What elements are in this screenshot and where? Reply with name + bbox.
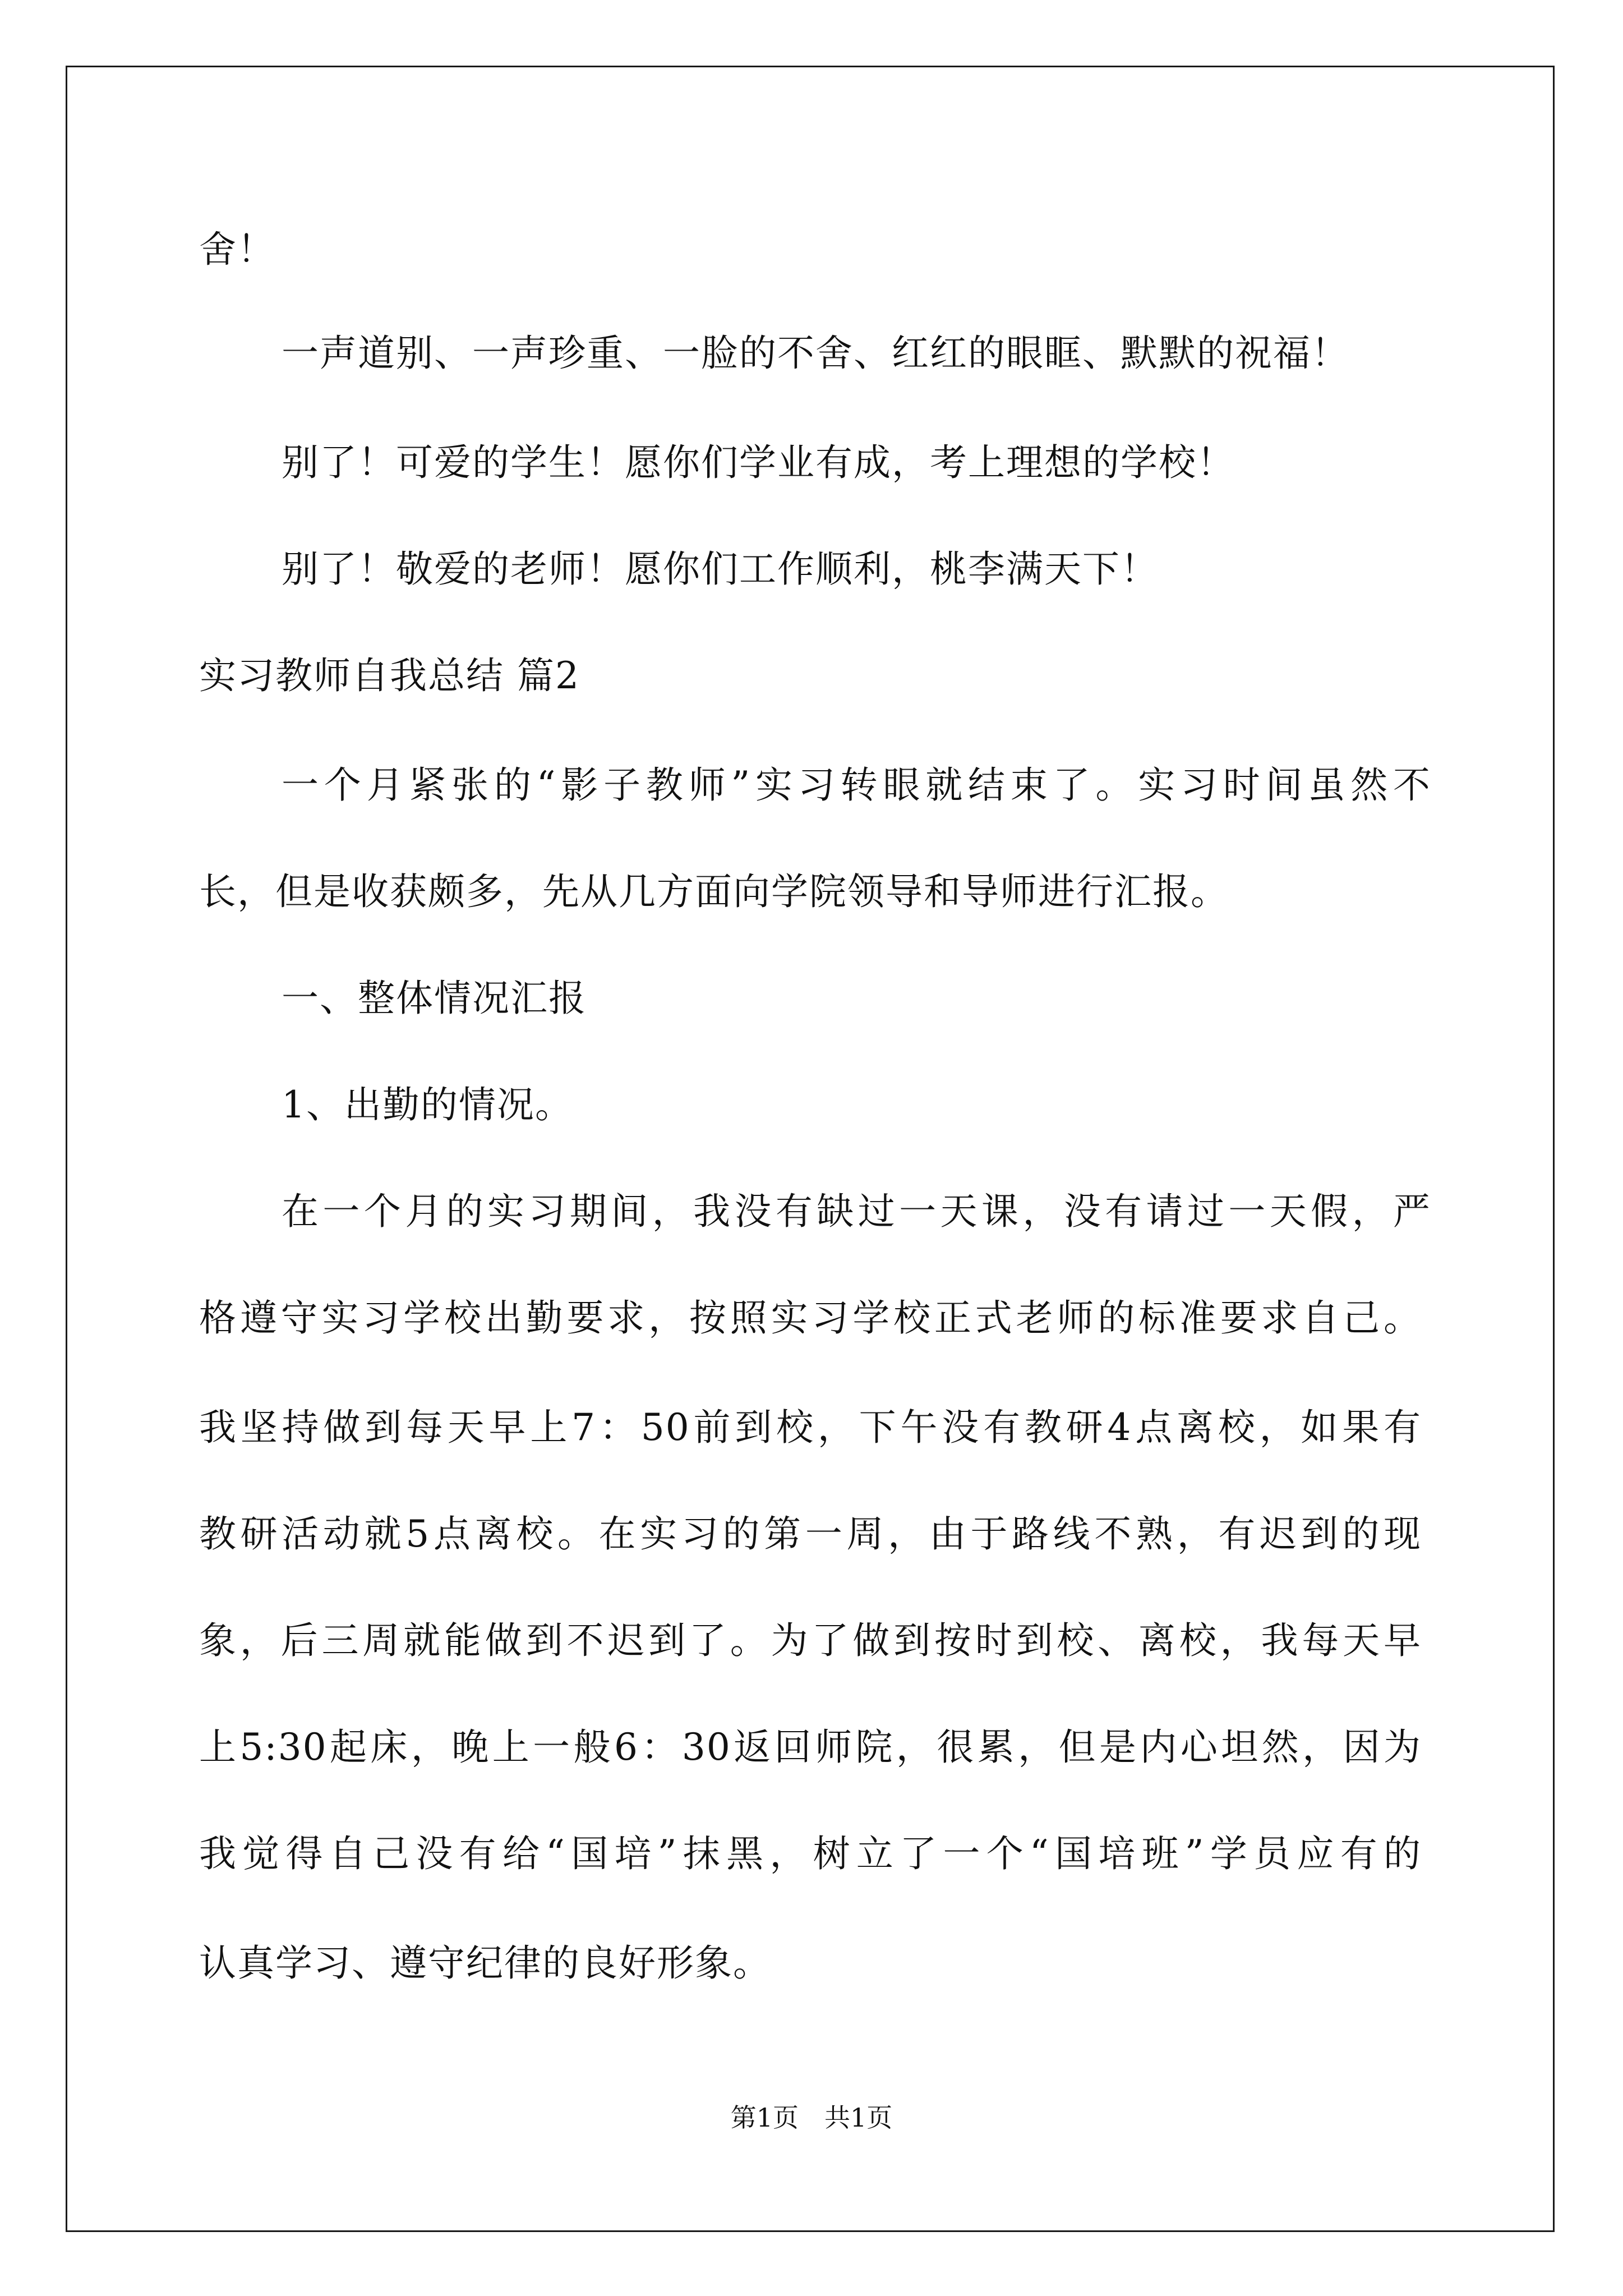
text-line: 别了！敬爱的老师！愿你们工作顺利，桃李满天下！ bbox=[282, 547, 1159, 591]
text-line: 长，但是收获颇多，先从几方面向学院领导和导师进行汇报。 bbox=[199, 870, 1229, 913]
text-line: 教研活动就5点离校。在实习的第一周，由于路线不熟，有迟到的现 bbox=[199, 1512, 1422, 1556]
text-line: 在一个月的实习期间，我没有缺过一天课，没有请过一天假，严 bbox=[282, 1190, 1431, 1233]
text-line: 我觉得自己没有给“国培”抹黑，树立了一个“国培班”学员应有的 bbox=[199, 1832, 1422, 1875]
text-line: 别了！可爱的学生！愿你们学业有成，考上理想的学校！ bbox=[282, 441, 1235, 484]
text-line: 格遵守实习学校出勤要求，按照实习学校正式老师的标准要求自己。 bbox=[199, 1296, 1422, 1340]
subheading: 一、整体情况汇报 bbox=[282, 977, 587, 1020]
text-line: 认真学习、遵守纪律的良好形象。 bbox=[199, 1941, 771, 1985]
page-border bbox=[66, 66, 1555, 2232]
section-heading: 实习教师自我总结 篇2 bbox=[199, 654, 580, 697]
text-line: 上5:30起床，晚上一般6：30返回师院，很累，但是内心坦然，因为 bbox=[199, 1726, 1422, 1769]
page-footer: 第1页 共1页 bbox=[730, 2102, 893, 2133]
text-line: 舍！ bbox=[199, 228, 275, 271]
text-line: 象，后三周就能做到不迟到了。为了做到按时到校、离校，我每天早 bbox=[199, 1619, 1422, 1662]
text-line: 我坚持做到每天早上7：50前到校，下午没有教研4点离校，如果有 bbox=[199, 1406, 1422, 1449]
subheading: 1、出勤的情况。 bbox=[282, 1083, 573, 1126]
text-line: 一声道别、一声珍重、一脸的不舍、红红的眼眶、默默的祝福！ bbox=[282, 332, 1349, 375]
text-line: 一个月紧张的“影子教师”实习转眼就结束了。实习时间虽然不 bbox=[282, 763, 1431, 807]
